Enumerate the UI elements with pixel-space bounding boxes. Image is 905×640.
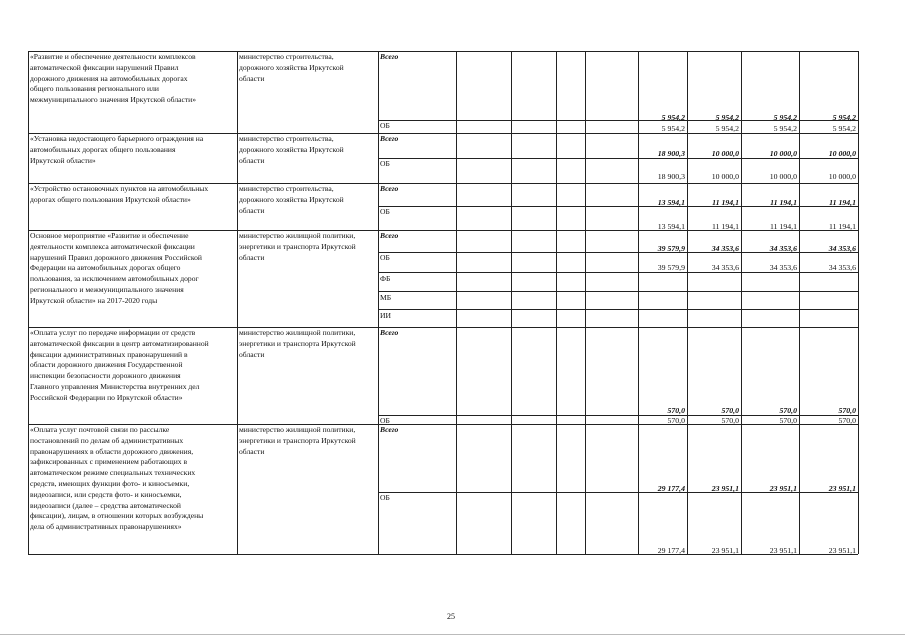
activity-name-line: «Устройство остановочных пунктов на автомобильных — [30, 184, 209, 193]
executor-name-line: области — [239, 252, 265, 262]
activity-name-line: фиксации административных правонарушений в — [30, 349, 188, 359]
activity-name-line: дорожного движения на автомобильных дорогах — [30, 73, 188, 83]
executor-name-line: министерство строительства, — [239, 52, 334, 61]
activity-name-line: Иркутской области» на 2017-2020 годы — [30, 295, 158, 305]
activity-name-line: фиксации), лицам, в отношении которых возбуждены — [30, 511, 204, 521]
activity-name-line: Иркутской области» — [30, 155, 96, 165]
activity-name-line: видеозаписи, или средств фото- и киносъемки, — [30, 489, 182, 499]
activity-name-line: инспекции безопасности дорожного движения — [30, 371, 181, 381]
total-label: Всего — [380, 52, 399, 61]
executor-name — [239, 231, 356, 263]
total-label: Всего — [380, 328, 399, 337]
activity-name-line: автоматической фиксации нарушений Правил — [30, 62, 179, 72]
activity-name-line: пользования, за исключением автомобильных дорог — [30, 274, 199, 284]
activity-name-line: правонарушениях в области дорожного движения, — [30, 446, 194, 456]
sub-line — [378, 309, 858, 310]
executor-name-line: области — [239, 155, 265, 165]
column-border — [858, 51, 859, 554]
activity-name-line: автомобильных дорогах общего пользования — [30, 144, 176, 154]
activity-name-line: Основное мероприятие «Развитие и обеспечение — [30, 231, 189, 240]
executor-name-line: энергетики и транспорта Иркутской — [239, 435, 356, 445]
activity-name-line: межмуниципального значения Иркутской области» — [30, 95, 197, 105]
ob-line — [378, 158, 858, 159]
ob-label: ОБ — [380, 253, 390, 262]
activity-name-line: постановлений по делам об административных — [30, 435, 184, 445]
activity-name-line: дела об административных правонарушениях» — [30, 522, 182, 532]
executor-name-line: министерство строительства, — [239, 134, 334, 143]
column-border — [511, 51, 512, 554]
activity-name — [30, 231, 202, 307]
executor-name — [239, 134, 344, 166]
executor-name-line: министерство строительства, — [239, 184, 334, 193]
activity-name-line: Российской Федерации по Иркутской области» — [30, 392, 183, 402]
sub-line — [378, 291, 858, 292]
activity-name — [30, 134, 203, 166]
executor-name-line: энергетики и транспорта Иркутской — [239, 338, 356, 348]
scan-edge-line — [0, 634, 905, 635]
executor-name-line: министерство жилищной политики, — [239, 231, 356, 240]
budget-table: «Развитие и обеспечение деятельности комплексов автоматической фиксации нарушений Правил дорожного движения на автомобильных дорогах общего пользования регионального или межмуниципального значения Иркутской области» министерство строительства, дорожного хозяйства Иркутской области Всего ОБ 5 954,2 5 954,2 5 954,2 5 954,2 5 954,2 5 954,2 5 954,2 5 954,2 «Установка недостающего барьерного ограждения на автомобильных дорогах общего пользования Иркутской области» министерство строительства, дорожного хозяйства Иркутской области Всего ОБ 18 900,3 10 000,0 10 000,0 10 000,0 18 900,3 10 000,0 10 000,0 10 000,0 «Устройство остановочных пунктов на автомобильных дорогах общего пользования Иркутской области» министерство строительства, дорожного хозяйства Иркутской области Всего ОБ 13 594,1 11 194,1 11 194,1 11 194,1 13 594,1 11 194,1 11 194,1 11 194,1 Основное мероприятие «Развитие и обеспечение деятельности комплекса автоматической фиксации нарушений Правил дорожного движения Российской Федерации на автомобильных дорогах общего пользования, за исключением автомобильных дорог регионального и межмуниципального значения Иркутской области» на 2017-2020 годы министерство жилищной политики, энергетики и транспорта Иркутской области Всего ОБ ФБ МБ ИИ 39 579,9 34 353,6 34 353,6 34 353,6 39 579,9 34 353,6 34 353,6 34 353,6 «Оплата услуг по передаче информации от средств автоматической фиксации в центр автоматизированной фиксации административных правонарушений в области дорожного движения Государственной инспекции безопасности дорожного движения Главного управления Министерства внутренних дел Российской Федерации по Иркутской области» министерство жилищной политики, энергетики и транспорта Иркутской области Всего ОБ 570,0 570,0 570,0 570,0 570,0 570,0 570,0 570,0 «Оплата услуг почтовой связи по рассылке постановлений по делам об административных правонарушениях в области дорожного движения, зафиксированных с применением работающих в автоматическом режиме специальных технических средств, имеющих функции фото- и киносъемки, видеозаписи, или средств фото- и киносъемки, видеозаписи (далее – средства автоматической фиксации), лицам, в отношении которых возбуждены дела об административных правонарушениях» министерство жилищной политики, энергетики и транспорта Иркутской области Всего ОБ 29 177,4 23 951,1 23 951,1 23 951,1 29 177,4 23 951,1 23 951,1 23 951,1 — [0, 0, 905, 640]
ob-label: ОБ — [380, 416, 390, 425]
executor-name-line: области — [239, 205, 265, 215]
activity-name-line: дорогах общего пользования Иркутской области» — [30, 194, 191, 204]
activity-name-line: зафиксированных с применением работающих в — [30, 457, 188, 467]
activity-name-line: «Установка недостающего барьерного ограждения на — [30, 134, 204, 143]
activity-name-line: общего пользования регионального или — [30, 84, 159, 94]
column-border — [237, 51, 238, 554]
column-border — [28, 51, 29, 554]
executor-name — [239, 425, 356, 457]
activity-name-line: Главного управления Министерства внутренних дел — [30, 381, 200, 391]
column-border — [556, 51, 557, 554]
column-border — [378, 51, 379, 554]
column-border — [687, 51, 688, 554]
executor-name-line: министерство жилищной политики, — [239, 425, 356, 434]
sub-line — [378, 272, 858, 273]
activity-name — [30, 328, 209, 404]
executor-name-line: дорожного хозяйства Иркутской — [239, 144, 344, 154]
activity-name-line: нарушений Правил дорожного движения Российской — [30, 252, 202, 262]
column-border — [456, 51, 457, 554]
executor-name — [239, 184, 344, 216]
executor-name-line: дорожного хозяйства Иркутской — [239, 194, 344, 204]
ob-label: ОБ — [380, 159, 390, 168]
column-border — [799, 51, 800, 554]
activity-name-line: автоматическом режиме специальных технических — [30, 468, 196, 478]
total-label: Всего — [380, 184, 399, 193]
total-label: Всего — [380, 134, 399, 143]
activity-name — [30, 184, 208, 206]
executor-name-line: министерство жилищной политики, — [239, 328, 356, 337]
activity-name — [30, 52, 196, 106]
activity-name-line: Федерации на автомобильных дорогах общего — [30, 263, 181, 273]
column-border — [741, 51, 742, 554]
activity-name-line: «Развитие и обеспечение деятельности комплексов — [30, 52, 196, 61]
column-border — [638, 51, 639, 554]
total-label: Всего — [380, 231, 399, 240]
total-label: Всего — [380, 425, 399, 434]
ob-label: ОБ — [380, 207, 390, 216]
executor-name-line: области — [239, 446, 265, 456]
activity-name-line: деятельности комплекса автоматической фиксации — [30, 241, 195, 251]
activity-name-line: видеозаписи (далее – средства автоматической — [30, 500, 181, 510]
activity-name-line: регионального и межмуниципального значения — [30, 284, 184, 294]
executor-name — [239, 328, 356, 360]
executor-name-line: дорожного хозяйства Иркутской — [239, 62, 344, 72]
column-border — [585, 51, 586, 554]
executor-name-line: энергетики и транспорта Иркутской — [239, 241, 356, 251]
activity-name-line: «Оплата услуг по передаче информации от средств — [30, 328, 196, 337]
activity-name-line: автоматической фиксации в центр автоматизированной — [30, 338, 209, 348]
executor-name-line: области — [239, 73, 265, 83]
mb-label: МБ — [380, 293, 392, 302]
fb-label: ФБ — [380, 274, 391, 283]
ii-label: ИИ — [380, 311, 391, 320]
activity-name — [30, 425, 203, 533]
ob-label: ОБ — [380, 121, 390, 130]
activity-name-line: области дорожного движения Государственной — [30, 360, 183, 370]
activity-name-line: средств, имеющих функции фото- и киносъемки, — [30, 478, 190, 488]
executor-name — [239, 52, 344, 84]
page-number: 25 — [447, 612, 455, 621]
ob-label: ОБ — [380, 493, 390, 502]
executor-name-line: области — [239, 349, 265, 359]
activity-name-line: «Оплата услуг почтовой связи по рассылке — [30, 425, 170, 434]
